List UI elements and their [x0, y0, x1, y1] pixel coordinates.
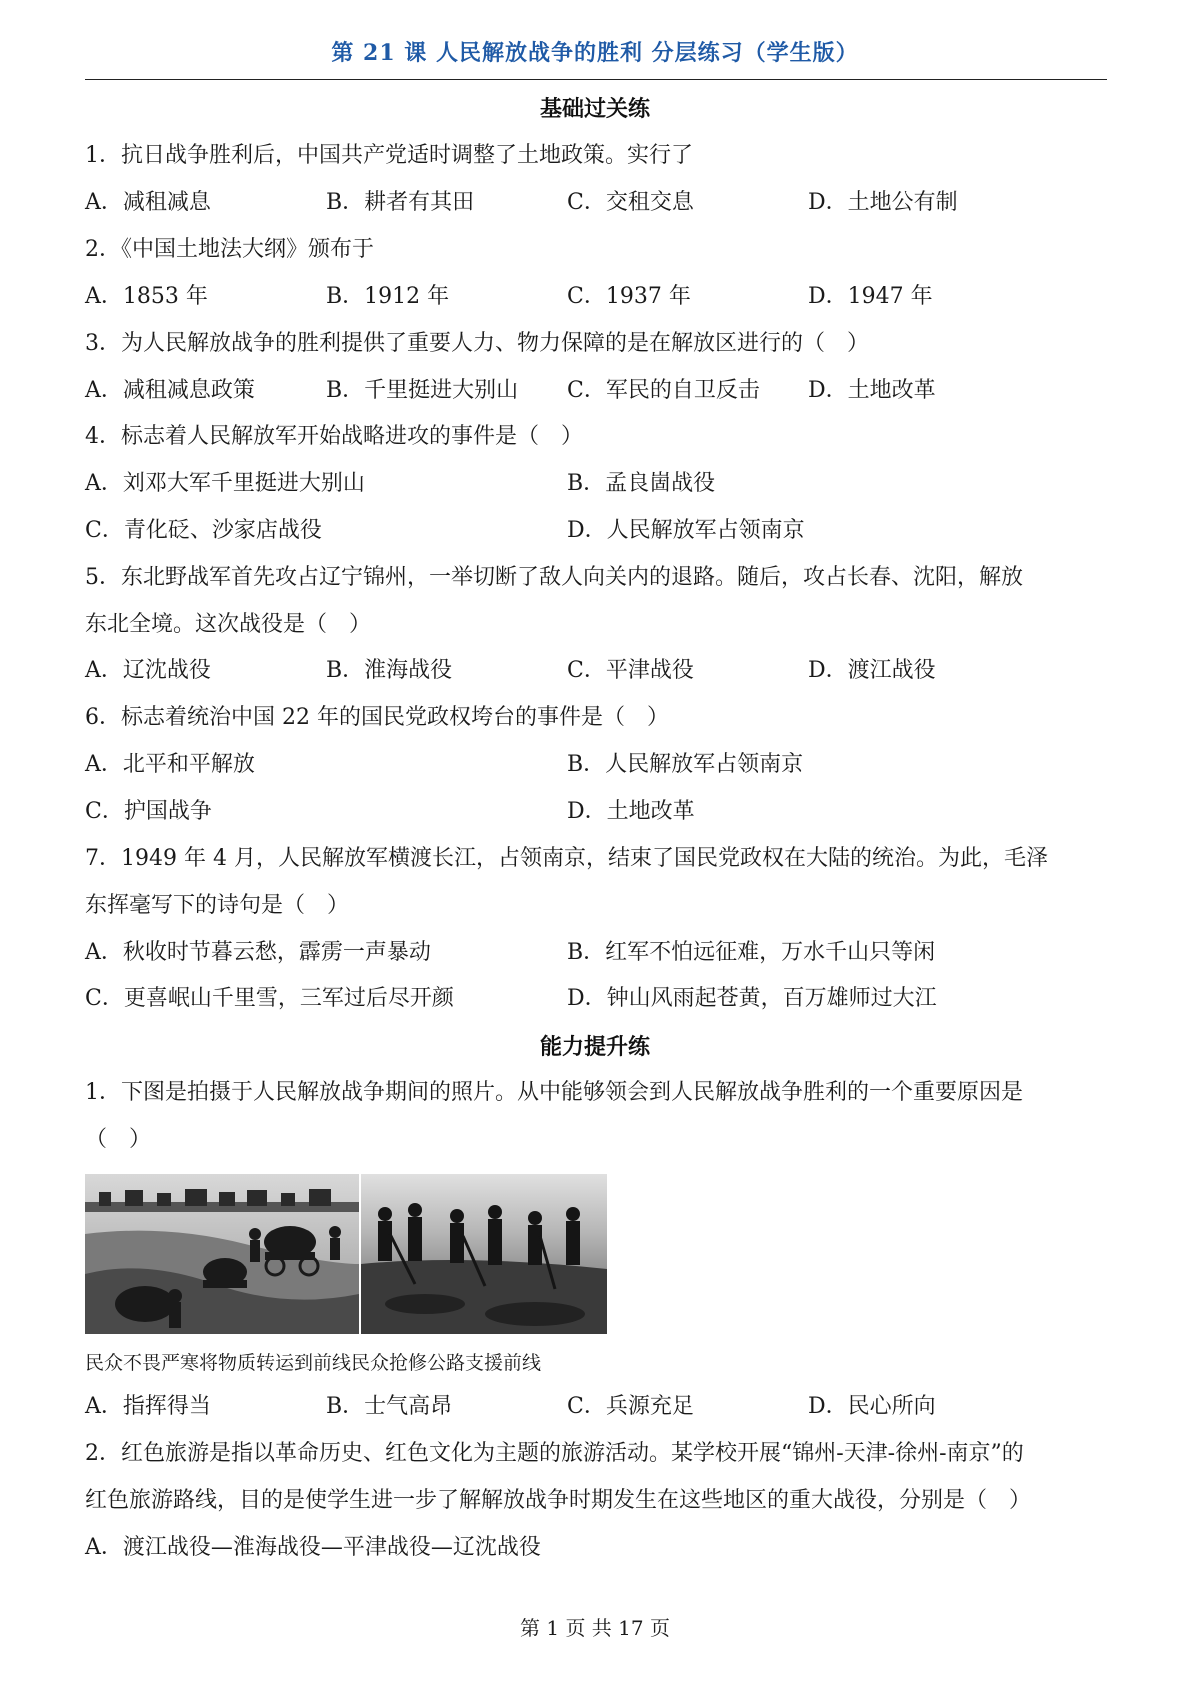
q4-option-b: B．孟良崮战役: [567, 471, 716, 496]
q6-option-a: A．北平和平解放: [85, 752, 255, 777]
question-5-stem-line1: 5．东北野战军首先攻占辽宁锦州，一举切断了敌人向关内的退路。随后，攻占长春、沈阳，解放: [85, 565, 1024, 590]
q3-option-b: B．千里挺进大别山: [326, 378, 519, 403]
q5-option-a: A．辽沈战役: [85, 658, 211, 683]
adv-q1-option-c: C．兵源充足: [567, 1394, 694, 1419]
q5-option-b: B．淮海战役: [326, 658, 453, 683]
question-6-stem: 6．标志着统治中国 22 年的国民党政权垮台的事件是（ ）: [85, 705, 669, 730]
q2-option-b: B．1912 年: [326, 284, 450, 309]
q5-option-d: D．渡江战役: [808, 658, 936, 683]
q2-option-a: A．1853 年: [85, 284, 208, 309]
q1-option-b: B．耕者有其田: [326, 190, 475, 215]
q7-option-d: D．钟山风雨起苍黄，百万雄师过大江: [567, 986, 937, 1011]
q3-option-c: C．军民的自卫反击: [567, 378, 760, 403]
q4-option-d: D．人民解放军占领南京: [567, 518, 805, 543]
historical-photos: [85, 1174, 607, 1334]
adv-q1-option-d: D．民心所向: [808, 1394, 936, 1419]
section-heading-basic: 基础过关练: [539, 96, 650, 122]
adv-q2-option-a: A．渡江战役—淮海战役—平津战役—辽沈战役: [85, 1535, 541, 1560]
photo-illustration: [85, 1174, 607, 1334]
q3-option-d: D．土地改革: [808, 378, 936, 403]
question-2-stem: 2．《中国土地法大纲》颁布于: [85, 237, 374, 262]
q5-option-c: C．平津战役: [567, 658, 694, 683]
header-rule: [85, 79, 1107, 80]
q3-option-a: A．减租减息政策: [85, 378, 255, 403]
q2-option-c: C．1937 年: [567, 284, 691, 309]
q7-option-b: B．红军不怕远征难，万水千山只等闲: [567, 940, 936, 965]
q4-option-c: C．青化砭、沙家店战役: [85, 518, 322, 543]
q1-option-a: A．减租减息: [85, 190, 211, 215]
q1-option-c: C．交租交息: [567, 190, 694, 215]
photo-right-road-repair: [361, 1174, 607, 1334]
q1-option-d: D．土地公有制: [808, 190, 958, 215]
question-3-stem: 3．为人民解放战争的胜利提供了重要人力、物力保障的是在解放区进行的（ ）: [85, 331, 869, 356]
question-7-stem-line2: 东挥毫写下的诗句是（ ）: [85, 893, 350, 918]
adv-q1-option-b: B．士气高昂: [326, 1394, 453, 1419]
adv-q1-option-a: A．指挥得当: [85, 1394, 211, 1419]
question-1-stem: 1．抗日战争胜利后，中国共产党适时调整了土地政策。实行了: [85, 143, 693, 168]
adv-question-1-stem-line2: （ ）: [85, 1127, 152, 1152]
adv-question-2-stem-line1: 2．红色旅游是指以革命历史、红色文化为主题的旅游活动。某学校开展“锦州-天津-徐州-南京”的: [85, 1441, 1024, 1466]
q7-option-c: C．更喜岷山千里雪，三军过后尽开颜: [85, 986, 454, 1011]
q4-option-a: A．刘邓大军千里挺进大别山: [85, 471, 365, 496]
q7-option-a: A．秋收时节暮云愁，霹雳一声暴动: [85, 940, 431, 965]
q2-option-d: D．1947 年: [808, 284, 933, 309]
photo-left-transport: [85, 1174, 359, 1334]
photo-caption: 民众不畏严寒将物质转运到前线民众抢修公路支援前线: [85, 1352, 542, 1374]
question-5-stem-line2: 东北全境。这次战役是（ ）: [85, 612, 372, 637]
page-footer: 第 1 页 共 17 页: [520, 1616, 670, 1640]
adv-question-1-stem-line1: 1．下图是拍摄于人民解放战争期间的照片。从中能够领会到人民解放战争胜利的一个重要原因是: [85, 1080, 1024, 1105]
question-4-stem: 4．标志着人民解放军开始战略进攻的事件是（ ）: [85, 424, 583, 449]
section-heading-advanced: 能力提升练: [539, 1034, 650, 1060]
adv-question-2-stem-line2: 红色旅游路线，目的是使学生进一步了解解放战争时期发生在这些地区的重大战役，分别是（ ）: [85, 1488, 1032, 1513]
page-title: 第 21 课 人民解放战争的胜利 分层练习（学生版）: [331, 40, 859, 66]
q6-option-b: B．人民解放军占领南京: [567, 752, 804, 777]
question-7-stem-line1: 7．1949 年 4 月，人民解放军横渡长江，占领南京，结束了国民党政权在大陆的统治。为此，毛泽: [85, 846, 1048, 871]
q6-option-c: C．护国战争: [85, 799, 212, 824]
q6-option-d: D．土地改革: [567, 799, 695, 824]
